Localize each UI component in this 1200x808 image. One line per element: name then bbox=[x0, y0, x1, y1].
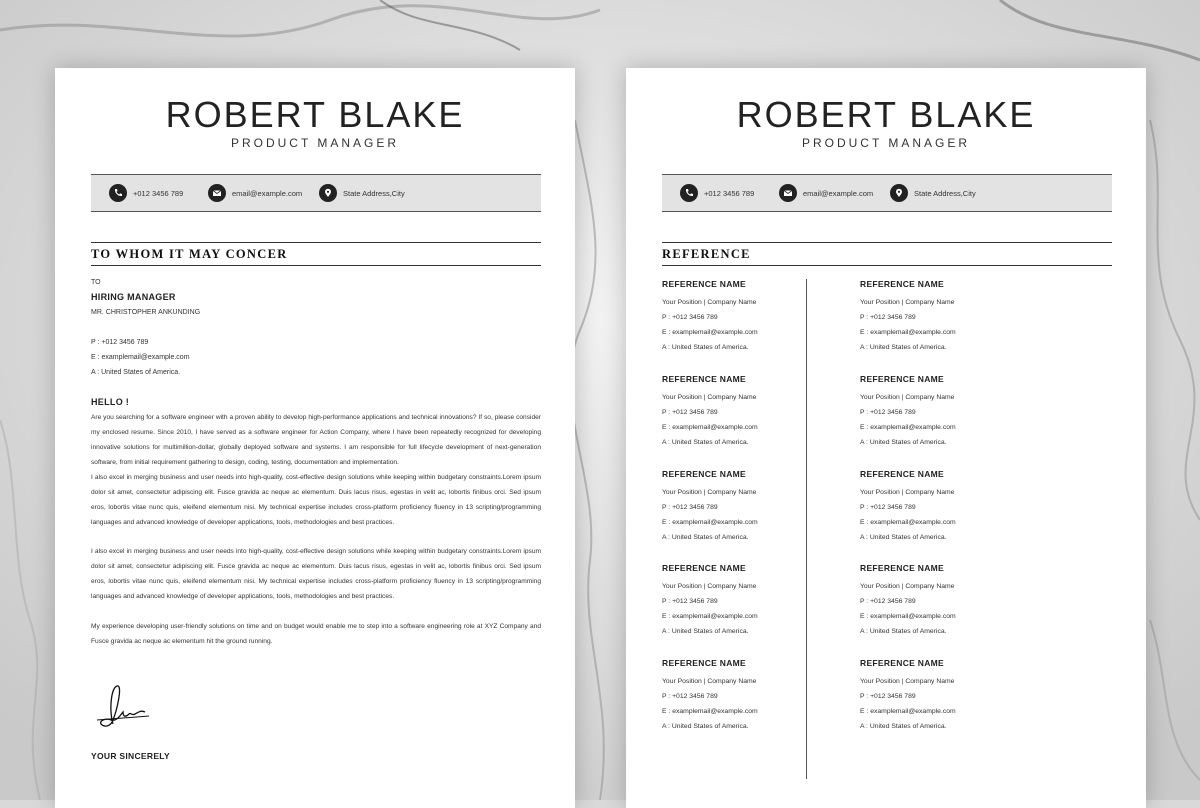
contact-email-right: email@example.com bbox=[779, 182, 873, 204]
reference-email: E : examplemail@example.com bbox=[662, 708, 758, 715]
reference-card bbox=[860, 658, 1030, 734]
reference-phone: P : +012 3456 789 bbox=[860, 314, 916, 321]
reference-name: REFERENCE NAME bbox=[860, 563, 945, 573]
reference-position: Your Position | Company Name bbox=[662, 299, 757, 306]
contact-bar-right bbox=[662, 174, 1112, 212]
reference-address: A : United States of America. bbox=[662, 439, 749, 446]
email-icon bbox=[779, 184, 797, 202]
reference-address: A : United States of America. bbox=[860, 534, 947, 541]
recipient-title: HIRING MANAGER bbox=[91, 292, 176, 302]
reference-email: E : examplemail@example.com bbox=[860, 519, 956, 526]
reference-card bbox=[860, 374, 1030, 450]
reference-phone: P : +012 3456 789 bbox=[662, 409, 718, 416]
reference-address: A : United States of America. bbox=[662, 534, 749, 541]
letter-body bbox=[91, 410, 541, 530]
paragraph-1: Are you searching for a software engineer with a proven ability to develop high-performance applications and technical innovations? If so, please consider my enclosed resume. Since 2010, I have served as a software engineer for Action Company, where I have been repeatedly recognized for developing innovative solutions for multimillion-dollar, globally deployed software and systems. I am responsible for full lifecycle development of next-generation software, from initial requirement gathering to design, coding, testing, documentation and implementation. bbox=[91, 414, 541, 466]
contact-phone: +012 3456 789 bbox=[109, 182, 183, 204]
recipient-address: A : United States of America. bbox=[91, 369, 181, 376]
location-pin-icon bbox=[890, 184, 908, 202]
greeting: HELLO ! bbox=[91, 397, 130, 407]
reference-card bbox=[860, 563, 1030, 639]
reference-address: A : United States of America. bbox=[662, 628, 749, 635]
reference-phone: P : +012 3456 789 bbox=[860, 409, 916, 416]
reference-email: E : examplemail@example.com bbox=[860, 708, 956, 715]
reference-name: REFERENCE NAME bbox=[860, 279, 945, 289]
letter-body-3 bbox=[91, 619, 541, 649]
reference-card bbox=[662, 563, 832, 639]
reference-address: A : United States of America. bbox=[860, 628, 947, 635]
location-pin-icon bbox=[319, 184, 337, 202]
reference-position: Your Position | Company Name bbox=[860, 394, 955, 401]
paragraph-2: I also excel in merging business and user needs into high-quality, cost-effective design solutions while keeping within budgetary constraints.Lorem ipsum dolor sit amet, consectetur adipiscing elit. Fusce gravida ac neque ac elementum. Duis lacus risus, egestas in velit ac, lobortis finibus orci. Sed ipsum eros, lobortis vitae nunc quis, eleifend elementum nisi. My technical expertise includes cross-platform proficiency fluency in 13 scripting/programming languages and advanced knowledge of developer applications, tools, methodologies and best practices. bbox=[91, 474, 541, 526]
applicant-name-right: ROBERT BLAKE bbox=[736, 94, 1036, 135]
section-title-letter: TO WHOM IT MAY CONCER bbox=[91, 242, 541, 266]
reference-phone: P : +012 3456 789 bbox=[662, 693, 718, 700]
recipient-email: E : examplemail@example.com bbox=[91, 354, 190, 361]
reference-card bbox=[860, 279, 1030, 355]
reference-address: A : United States of America. bbox=[860, 439, 947, 446]
paragraph-4: My experience developing user-friendly solutions on time and on budget would enable me to step into a software engineering role at XYZ Company and Fusce gravida ac neque ac elementum hit the ground running. bbox=[91, 623, 541, 645]
reference-phone: P : +012 3456 789 bbox=[860, 504, 916, 511]
signature-image bbox=[91, 680, 151, 739]
cover-letter-page bbox=[55, 68, 575, 808]
reference-position: Your Position | Company Name bbox=[662, 394, 757, 401]
contact-address-right: State Address,City bbox=[890, 182, 976, 204]
reference-name: REFERENCE NAME bbox=[662, 279, 747, 289]
reference-email: E : examplemail@example.com bbox=[662, 613, 758, 620]
reference-phone: P : +012 3456 789 bbox=[662, 598, 718, 605]
reference-email: E : examplemail@example.com bbox=[662, 519, 758, 526]
contact-bar bbox=[91, 174, 541, 212]
reference-name: REFERENCE NAME bbox=[662, 469, 747, 479]
reference-email: E : examplemail@example.com bbox=[662, 424, 758, 431]
reference-email: E : examplemail@example.com bbox=[860, 329, 956, 336]
reference-name: REFERENCE NAME bbox=[662, 658, 747, 668]
reference-name: REFERENCE NAME bbox=[860, 469, 945, 479]
email-icon bbox=[208, 184, 226, 202]
reference-position: Your Position | Company Name bbox=[662, 489, 757, 496]
reference-card bbox=[662, 469, 832, 545]
phone-icon bbox=[109, 184, 127, 202]
recipient-phone: P : +012 3456 789 bbox=[91, 339, 149, 346]
reference-address: A : United States of America. bbox=[662, 344, 749, 351]
reference-phone: P : +012 3456 789 bbox=[662, 314, 718, 321]
reference-address: A : United States of America. bbox=[860, 344, 947, 351]
section-title-reference: REFERENCE bbox=[662, 242, 1112, 266]
letter-body-2 bbox=[91, 544, 541, 604]
reference-email: E : examplemail@example.com bbox=[860, 613, 956, 620]
reference-name: REFERENCE NAME bbox=[860, 658, 945, 668]
reference-card bbox=[662, 279, 832, 355]
phone-icon bbox=[680, 184, 698, 202]
reference-position: Your Position | Company Name bbox=[662, 583, 757, 590]
reference-position: Your Position | Company Name bbox=[860, 489, 955, 496]
to-label: TO bbox=[91, 279, 101, 286]
recipient-name: MR. CHRISTOPHER ANKUNDING bbox=[91, 309, 201, 316]
reference-address: A : United States of America. bbox=[662, 723, 749, 730]
reference-name: REFERENCE NAME bbox=[662, 563, 747, 573]
reference-position: Your Position | Company Name bbox=[860, 583, 955, 590]
reference-phone: P : +012 3456 789 bbox=[860, 598, 916, 605]
reference-name: REFERENCE NAME bbox=[662, 374, 747, 384]
reference-email: E : examplemail@example.com bbox=[860, 424, 956, 431]
applicant-role: PRODUCT MANAGER bbox=[230, 136, 400, 150]
reference-card bbox=[860, 469, 1030, 545]
reference-position: Your Position | Company Name bbox=[860, 678, 955, 685]
applicant-role-right: PRODUCT MANAGER bbox=[801, 136, 971, 150]
reference-name: REFERENCE NAME bbox=[860, 374, 945, 384]
contact-address: State Address,City bbox=[319, 182, 405, 204]
references-page bbox=[626, 68, 1146, 808]
reference-phone: P : +012 3456 789 bbox=[860, 693, 916, 700]
reference-address: A : United States of America. bbox=[860, 723, 947, 730]
reference-position: Your Position | Company Name bbox=[662, 678, 757, 685]
reference-email: E : examplemail@example.com bbox=[662, 329, 758, 336]
reference-card bbox=[662, 658, 832, 734]
paragraph-3: I also excel in merging business and user needs into high-quality, cost-effective design solutions while keeping within budgetary constraints.Lorem ipsum dolor sit amet, consectetur adipiscing elit. Fusce gravida ac neque ac elementum. Duis lacus risus, egestas in velit ac, lobortis finibus orci. Sed ipsum eros, lobortis vitae nunc quis, eleifend elementum nisi. My technical expertise includes cross-platform proficiency fluency in 13 scripting/programming languages and advanced knowledge of developer applications, tools, methodologies and best practices. bbox=[91, 548, 541, 600]
applicant-name: ROBERT BLAKE bbox=[165, 94, 465, 135]
contact-phone-right: +012 3456 789 bbox=[680, 182, 754, 204]
reference-phone: P : +012 3456 789 bbox=[662, 504, 718, 511]
reference-card bbox=[662, 374, 832, 450]
closing: YOUR SINCERELY bbox=[91, 751, 170, 761]
reference-position: Your Position | Company Name bbox=[860, 299, 955, 306]
contact-email: email@example.com bbox=[208, 182, 302, 204]
